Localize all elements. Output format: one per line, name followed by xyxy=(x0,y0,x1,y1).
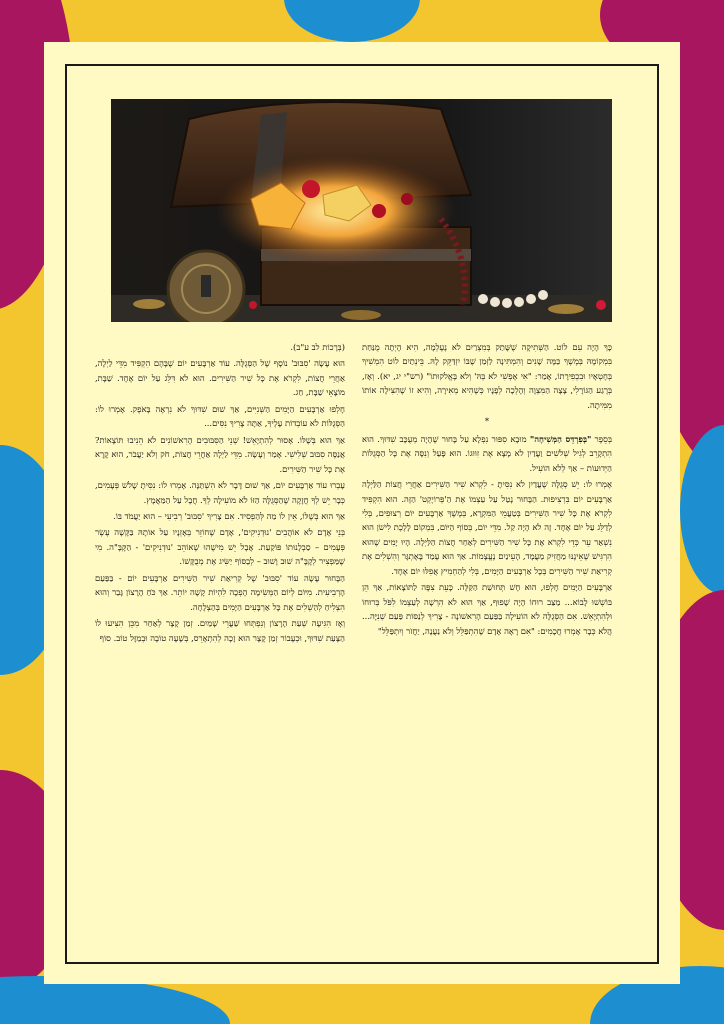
paragraph: אַךְ הוּא בְּשֶׁלּוֹ, אֵין לוֹ מַה לְּהַפְסִיד. אִם צָרִיךְ 'סִבּוּב' רְבִיעִי – הוּא יַעֲמֹד בּוֹ. xyxy=(113,510,345,521)
paragraph: עָבְרוּ עוֹד אַרְבָּעִים יוֹם, אַךְ שׁוּם דָּבָר לֹא הִשְׁתַּנָּה. אָמְרוּ לוֹ: נִסִּיתָ שָׁלֹשׁ פְּעָמִים, כְּבָר יֵשׁ לְךָ חֲזָקָה שֶׁהַסְּגֻלָּה הַזּוֹ לֹא מוֹעִילָה לְךָ. חֲבָל עַל הַמַּאֲמָץ. xyxy=(95,480,345,505)
paragraph xyxy=(362,432,612,475)
section-separator-star: * xyxy=(484,416,490,427)
paragraph-prefix: בְּסֵפֶר xyxy=(591,433,612,444)
paragraph: בְּנֵי אָדָם לֹא אוֹהֲבִים 'נוּדְנִיקִים', אָדָם שֶׁחוֹזֵר בְּאָזְנָיו עַל אוֹתָהּ בַּקָּשָׁה עֶשֶׂר פְּעָמִים – סַבְלָנוּתוֹ פּוֹקַעַת. אֲבָל יֵשׁ מִישֶׁהוּ שֶׁאוֹהֵב 'נוּדְנִיקִים' - הַקָּבָּ"ה. מִי שֶׁמַּפְצִיר לְקָבָּ"ה שׁוּב וָשׁוּב – לְבַסּוֹף יַשִּׂיג אֶת מְבֻקָּשׁוֹ. xyxy=(95,527,345,567)
pearl-1 xyxy=(478,294,488,304)
red-gem-4 xyxy=(596,300,606,310)
paragraph-text: מוּבָא סִפּוּר נִפְלָא עַל בָּחוּר שֶׁהָיָה מְעֻכָּב שִׁדּוּךְ. הוּא הִתְקָרֵב לְגִיל שְׁלֹשִׁים וַעֲדַיִן לֹא מָצָא אֶת זִוּוּגוֹ. הוּא פָּעַל וְנִסָּה אֶת כָּל הַסְּגֻלּוֹת הַיְּדוּעוֹת – אַךְ לְלֹא הוֹעִיל. xyxy=(362,433,612,473)
paragraph: הַבָּחוּר עָשָׂה עוֹד 'סִבּוּב' שֶׁל קְרִיאַת שִׁיר הַשִּׁירִים אַרְבָּעִים יוֹם - בַּפַּעַם הָרְבִיעִית. מִיּוֹם לְיוֹם הַמְּשִׂימָה הָפְכָה לִהְיוֹת קָשָׁה יוֹתֵר. אַךְ כֹּחַ הָרָצוֹן גָּבַר וְהוּא הִצְלִיחַ לְהַשְׁלִים אֶת כָּל אַרְבָּעִים הַיָּמִים בְּהַצְלָחָה. xyxy=(95,572,345,612)
red-gem-5 xyxy=(249,301,257,309)
paragraph: אָמְרוּ לוֹ: יֵשׁ סְגֻלָּה שֶׁעֲדַיִן לֹא נִסִּיתָ - לִקְרֹא שִׁיר הַשִּׁירִים אַחֲרֵי חֲצוֹת הַלַּיְלָה אַרְבָּעִים יוֹם בִּרְצִיפוּת. הַבָּחוּר נָטַל עַל עַצְמוֹ אֶת הַ'פְּרוֹיֶקְט' הַזֶּה. הוּא הִקְפִּיד לִקְרֹא אֶת כָּל שִׁיר הַשִּׁירִים בְּטַעֲמֵי הַמִּקְרָא, בְּמֶשֶׁךְ אַרְבָּעִים יוֹם רְצוּפִים, בְּלִי לְדַלֵּג עַל יוֹם אֶחָד. זֶה לֹא הָיָה קַל. מִדֵּי יוֹם, בְּסוֹף הַיּוֹם, בִּמְקוֹם לָלֶכֶת לִישֹׁן הוּא נִשְׁאַר עֵר כְּדֵי לִקְרֹא אֶת כָּל שִׁיר הַשִּׁירִים לְאַחַר חֲצוֹת הַלַּיְלָה. הָיוּ יָמִים שֶׁהוּא הִרְגִּישׁ שֶׁאֵינֶנּוּ מַחֲזִיק מַעֲמָד, הָעֵינַיִם נֶעֱצָמוֹת. אַךְ הוּא עָמַד בָּאֶתְגָּר וְהִשְׁלִים אֶת קְרִיאַת שִׁיר הַשִּׁירִים בְּכָל אַרְבָּעִים הַיָּמִים, בְּלִי לְהַחְמִיץ אֲפִלּוּ יוֹם אֶחָד. xyxy=(362,479,612,576)
paragraph: (בְּרָכוֹת לב ע"ב). xyxy=(290,342,345,352)
gold-coin-2 xyxy=(548,304,584,314)
gold-coin-3 xyxy=(341,310,381,320)
medallion-center xyxy=(201,275,211,297)
red-gem-1 xyxy=(302,180,320,198)
paragraph: אַרְבָּעִים הַיָּמִים חָלְפוּ, הוּא חָשׁ תְּחוּשַׁת הַקַּלָּה. כָּעֵת צִפָּה לַתּוֹצָאוֹת, אַךְ הֵן בּוֹשְׁשׁוּ לָבוֹא... מַצַּב רוּחוֹ הָיָה שָׁפוּף, אַךְ הוּא לֹא הִרְשָׁה לְעַצְמוֹ לִפֹּל בְּרוּחוֹ וּלְהִתְיָאֵשׁ. אִם הַסְּגֻלָּה לֹא הוֹעִילָה בַּפַּעַם הָרִאשׁוֹנָה - צָרִיךְ לְנַסּוֹת פַּעַם שְׁנִיָּה... הֲלֹא כְּבָר אָמְרוּ חֲכָמִים: "אִם רָאָה אָדָם שֶׁהִתְפַּלֵּל וְלֹא נַעֲנָה, יַחֲזֹר וְיִתְפַּלֵּל" xyxy=(362,582,612,636)
paragraph: אַךְ הוּא בְּשֶׁלּוֹ. אָסוּר לְהִתְיָאֵשׁ! שְׁנֵי הַסִּבּוּבִים הָרִאשׁוֹנִים לֹא הֵנִיבוּ תּוֹצָאוֹת? אֲנַסֶּה סִבּוּב שְׁלִישִׁי. אָמַר וְעָשָׂה. מִדֵּי לַיְלָה אַחֲרֵי חֲצוֹת, חֹק וְלֹא יַעֲבֹר, הוּא קָרָא אֶת כָּל שִׁיר הַשִּׁירִים. xyxy=(95,434,345,474)
pearl-3 xyxy=(502,298,512,308)
pearl-4 xyxy=(514,297,524,307)
article-left-column xyxy=(95,340,345,932)
pearl-5 xyxy=(526,294,536,304)
gold-coin-1 xyxy=(133,299,165,309)
paragraph: כָּךְ הָיָה עִם לוֹט. הַשְּׁתִיקָה שֶׁשָּׁתַק בְּמִצְרַיִם לֹא נֶעֶלְמָה, הִיא הָיְתָה מֻנַּחַת בִּמְקוֹמָהּ בְּמֶשֶׁךְ כַּמָּה שָׁנִים וְהִמְתִּינָה לַזְּמַן שֶׁבּוֹ יִזְדַּקֵּק לָהּ. בֵּינְתַיִם לוֹט הִמְשִׁיךְ בְּחֶטְאָיו וּבִכְפִירָתוֹ, אָמַר: "אִי אֶפְשִׁי לֹא בְּהּ' וְלֹא בֶּאֱלֹקוּתוֹ" (רש"י יג, יא). וְאָז, בְּרֶגַע הַגּוֹרָלִי, צָצָה הַמִּצְוָה וְהָלְכָה לְפָנָיו כְּשֶׁהִיא מְאִירָה, וְהִיא זוֹ שֶׁהִצִּילָה אוֹתוֹ מִמִּיתָה. xyxy=(362,342,612,410)
red-gem-2 xyxy=(372,204,386,218)
paragraph: חָלְפוּ אַרְבָּעִים הַיָּמִים הַשְּׁנִיִּים, אַךְ שׁוּם שִׁדּוּךְ לֹא נִרְאָה בָּאֹפֶק. אָמְרוּ לוֹ: הַסְּגֻלּוֹת לֹא עוֹבְדוֹת עָלֶיךָ, אַתָּה צָרִיךְ נִסִּים... xyxy=(95,403,345,429)
pearl-2 xyxy=(490,297,500,307)
book-title: "בְּפִרְדֵּס הַמְּשִׁיחָה" xyxy=(529,433,592,444)
paragraph: וְאָז הִגִּיעָה שְׁעַת הָרָצוֹן וְנִפְתְּחוּ שַׁעֲרֵי שָׁמַיִם. זְמַן קָצָר לְאַחַר מִכֵּן הִצִּיעוּ לוֹ הַצָּעַת שִׁדּוּךְ, וּכְעָבוֹר זְמַן קָצָר הוּא זָכָה לְהִתְאָרֵס, בְּשָׁעָה טוֹבָה וּבְמַזָּל טוֹב. סוֹף xyxy=(95,618,345,643)
treasure-chest-image xyxy=(111,99,612,322)
article-right-column xyxy=(362,340,612,932)
pearl-6 xyxy=(538,290,548,300)
red-gem-3 xyxy=(401,193,413,205)
paragraph: הוּא עָשָׂה 'סִבּוּב' נוֹסָף שֶׁל הַסְּגֻלָּה. עוֹד אַרְבָּעִים יוֹם שֶׁבָּהֶם הִקְפִּיד מִדֵּי לַיְלָה, אַחֲרֵי חֲצוֹת, לִקְרֹא אֶת כָּל שִׁיר הַשִּׁירִים. הוּא לֹא דִּלֵּג עַל יוֹם אֶחָד. שַׁבָּת, מוֹצָאֵי שַׁבָּת, חַג. xyxy=(95,358,345,398)
